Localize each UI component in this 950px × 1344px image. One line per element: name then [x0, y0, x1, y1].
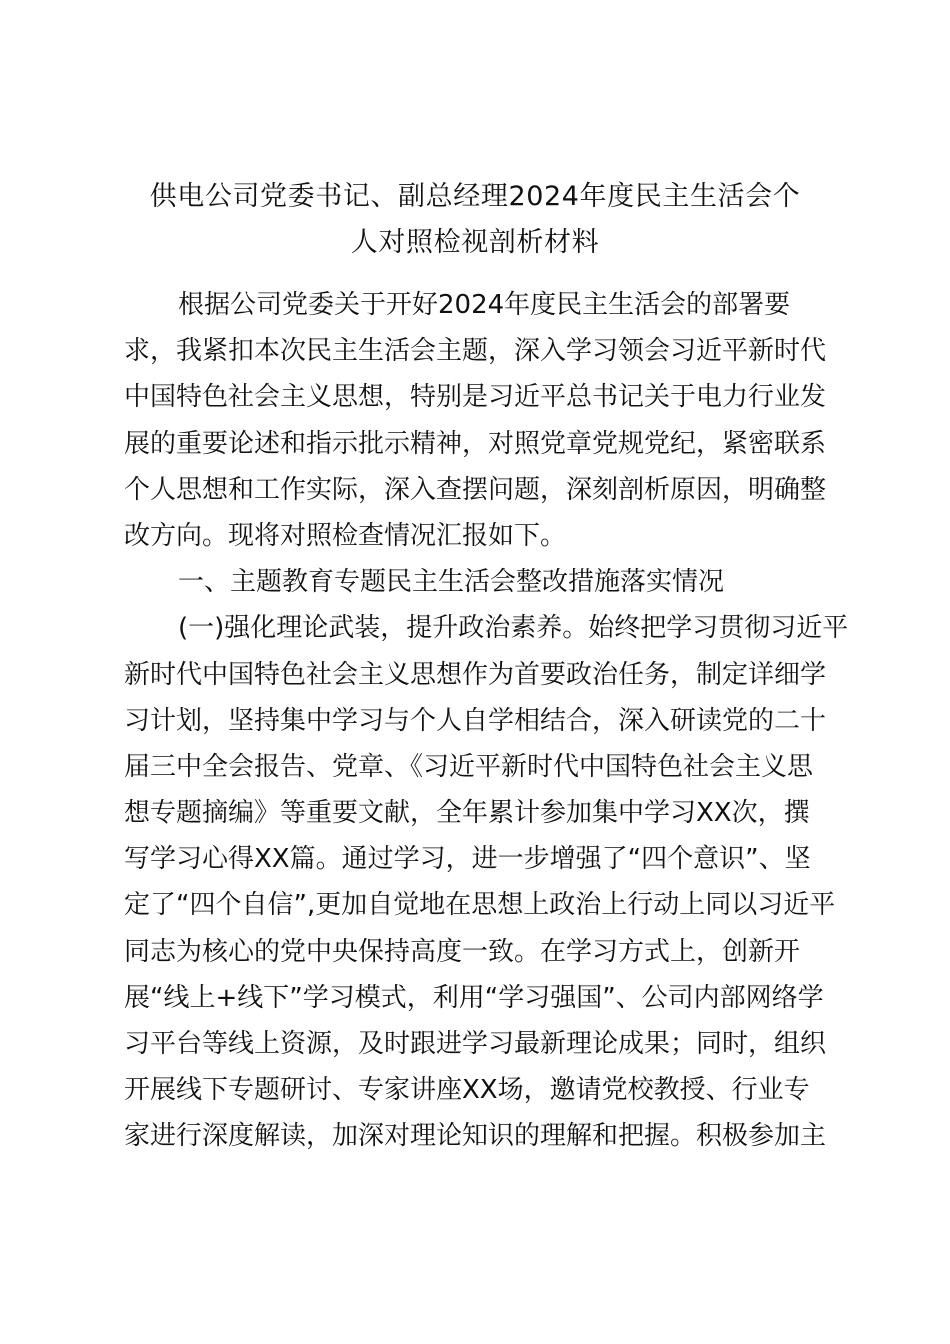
intro-line-1: 根据公司党委关于开好2024年度民主生活会的部署要 [178, 290, 791, 320]
document-title [100, 174, 850, 266]
subsection-line-4: 届三中全会报告、党章、《习近平新时代中国特色社会主义思 [124, 751, 814, 782]
subsection-line-8: 同志为核心的党中央保持高度一致。在学习方式上，创新开 [124, 936, 801, 967]
subsection-line-12: 家进行深度解读，加深对理论知识的理解和把握。积极参加主 [124, 1121, 827, 1152]
intro-line-2: 求，我紧扣本次民主生活会主题，深入学习领会习近平新时代 [124, 336, 827, 367]
intro-line-3: 中国特色社会主义思想，特别是习近平总书记关于电力行业发 [124, 382, 827, 413]
section-heading: 一、主题教育专题民主生活会整改措施落实情况 [178, 567, 725, 598]
subsection-line-7: 定了“四个自信”,更加自觉地在思想上政治上行动上同以习近平 [124, 890, 836, 921]
document-body [124, 282, 849, 1160]
subsection-line-1: (一)强化理论武装，提升政治素养。始终把学习贯彻习近平 [178, 613, 849, 644]
subsection-line-11: 开展线下专题研讨、专家讲座XX场，邀请党校教授、行业专 [124, 1075, 810, 1106]
subsection-line-3: 习计划，坚持集中学习与个人自学相结合，深入研读党的二十 [124, 705, 827, 736]
subsection-line-5: 想专题摘编》等重要文献，全年累计参加集中学习XX次，撰 [124, 798, 810, 829]
title-line-1: 供电公司党委书记、副总经理2024年度民主生活会个 [149, 181, 801, 212]
subsection-line-9: 展“线上+线下”学习模式，利用“学习强国”、公司内部网络学 [124, 982, 824, 1013]
subsection-line-10: 习平台等线上资源，及时跟进学习最新理论成果；同时，组织 [124, 1029, 827, 1059]
subsection-line-6: 写学习心得XX篇。通过学习，进一步增强了“四个意识”、坚 [124, 844, 811, 875]
title-line-2: 人对照检视剖析材料 [350, 227, 600, 258]
intro-line-5: 个人思想和工作实际，深入查摆问题，深刻剖析原因，明确整 [124, 474, 827, 505]
subsection-line-2: 新时代中国特色社会主义思想作为首要政治任务，制定详细学 [124, 659, 827, 690]
intro-line-4: 展的重要论述和指示批示精神，对照党章党规党纪，紧密联系 [124, 428, 827, 459]
intro-line-6: 改方向。现将对照检查情况汇报如下。 [124, 520, 567, 551]
